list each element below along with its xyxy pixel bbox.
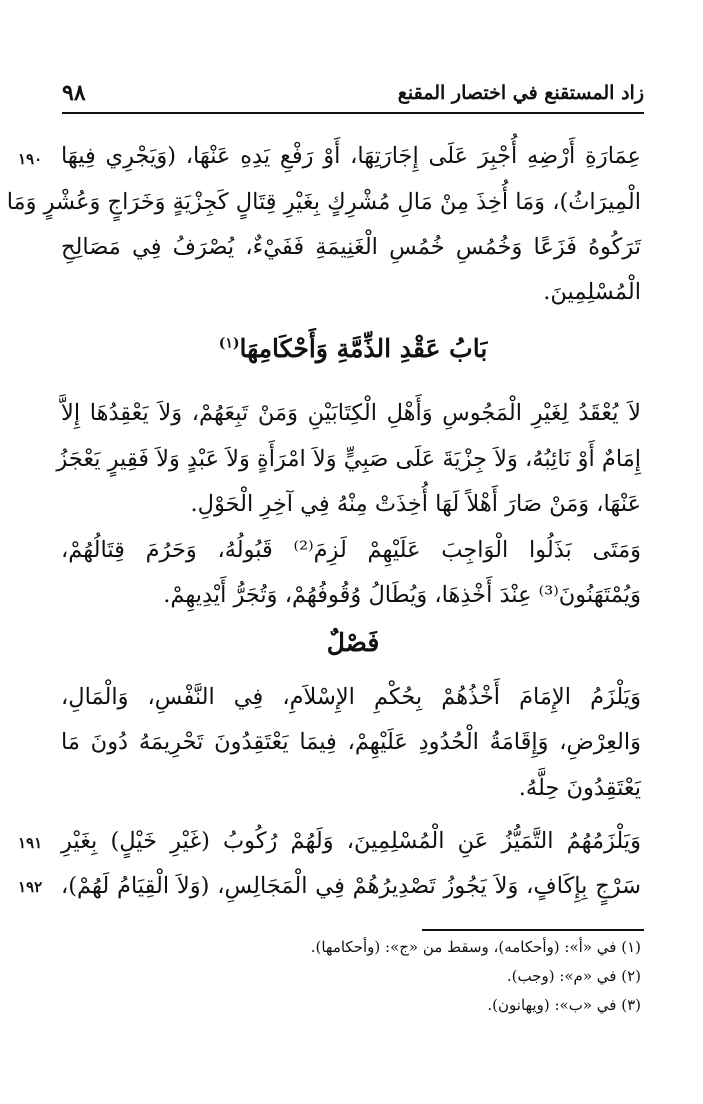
footnote-ref: (١) [218, 335, 240, 352]
running-title: زاد المستقنع في اختصار المقنع [397, 82, 644, 104]
text-line: يَعْتَقِدُونَ حِلَّهُ. [518, 775, 641, 801]
text-line: وَالعِرْضِ، وَإِقَامَةُ الْحُدُودِ عَلَيْهِمْ، فِيمَا يَعْتَقِدُونَ تَحْرِيمَهُ دُونَ مَا [61, 729, 641, 755]
text-line: الْمُسْلِمِينَ. [543, 279, 641, 305]
text-line: لاَ يُعْقَدُ لِغَيْرِ الْمَجُوسِ وَأَهْلِ الْكِتَابَيْنِ وَمَنْ تَبِعَهُمْ، وَلاَ يَعْقِدُهَا إِلاَّ [61, 400, 641, 426]
margin-number-190: ١٩٠ [18, 150, 43, 168]
footnote-divider [422, 929, 644, 931]
text-line: وَيَلْزَمُهُمُ التَّمَيُّزُ عَنِ الْمُسْلِمِينَ، وَلَهُمْ رُكُوبُ (غَيْرِ خَيْلٍ) بِغَيْرِ [61, 828, 641, 854]
margin-number-192: ١٩٢ [18, 878, 43, 896]
text-line: إِمَامٌ أَوْ نَائِبُهُ، وَلاَ جِزْيَةَ عَلَى صَبِيٍّ وَلاَ امْرَأَةٍ وَلاَ عَبْدٍ وَلاَ فَقِيرٍ يَعْجَزُ [56, 446, 641, 472]
footnote-2: (٢) في «م»: (وجب). [506, 967, 641, 985]
text-line: وَيَلْزَمُ الإِمَامَ أَخْذُهُمْ بِحُكْمِ الإِسْلاَمِ، فِي النَّفْسِ، وَالْمَالِ، [61, 684, 641, 710]
text-line: وَيُمْتَهَنُونَ⁽³⁾ عِنْدَ أَخْذِهَا، وَيُطَالُ وُقُوفُهُمْ، وَتُجَرُّ أَيْدِيهِمْ. [163, 582, 641, 608]
text-line: تَرَكُوهُ فَزَعًا وَخُمُسِ خُمُسِ الْغَنِيمَةِ فَفَيْءٌ، يُصْرَفُ فِي مَصَالِحِ [61, 234, 641, 260]
text-line: عِمَارَةِ أَرْضِهِ أُجْبِرَ عَلَى إِجَارَتِهَا، أَوْ رَفْعِ يَدِهِ عَنْهَا، (وَيَجْرِي فِيهَا [61, 143, 641, 169]
page-header [62, 78, 644, 114]
text-line: عَنْهَا، وَمَنْ صَارَ أَهْلاً لَهَا أُخِذَتْ مِنْهُ فِي آخِرِ الْحَوْلِ. [190, 491, 641, 517]
footnote-1: (١) في «أ»: (وأحكامه)، وسقط من «ج»: (وأحكامها). [310, 938, 641, 956]
footnote-3: (٣) في «ب»: (ويهانون). [487, 996, 641, 1014]
text-line: سَرْجٍ بِإِكَافٍ، وَلاَ يَجُوزُ تَصْدِيرُهُمْ فِي الْمَجَالِسِ، (وَلاَ الْقِيَامُ لَهُمْ)، [61, 873, 641, 899]
text-line: وَمَتَى بَذَلُوا الْوَاجِبَ عَلَيْهِمْ لَزِمَ⁽²⁾ قَبُولُهُ، وَحَرُمَ قِتَالُهُمْ، [61, 537, 641, 563]
chapter-heading-text: بَابُ عَقْدِ الذِّمَّةِ وَأَحْكَامِهَا [239, 334, 488, 363]
text-line: الْمِيرَاثُ)، وَمَا أُخِذَ مِنْ مَالِ مُشْرِكٍ بِغَيْرِ قِتَالٍ كَجِزْيَةٍ وَخَرَاجٍ وَعُشْرٍ وَمَا [6, 189, 641, 215]
page-number: ٩٨ [62, 80, 86, 106]
section-heading-fasl: فَصْلٌ [326, 628, 380, 657]
margin-number-191: ١٩١ [18, 834, 43, 852]
chapter-heading [62, 334, 644, 363]
